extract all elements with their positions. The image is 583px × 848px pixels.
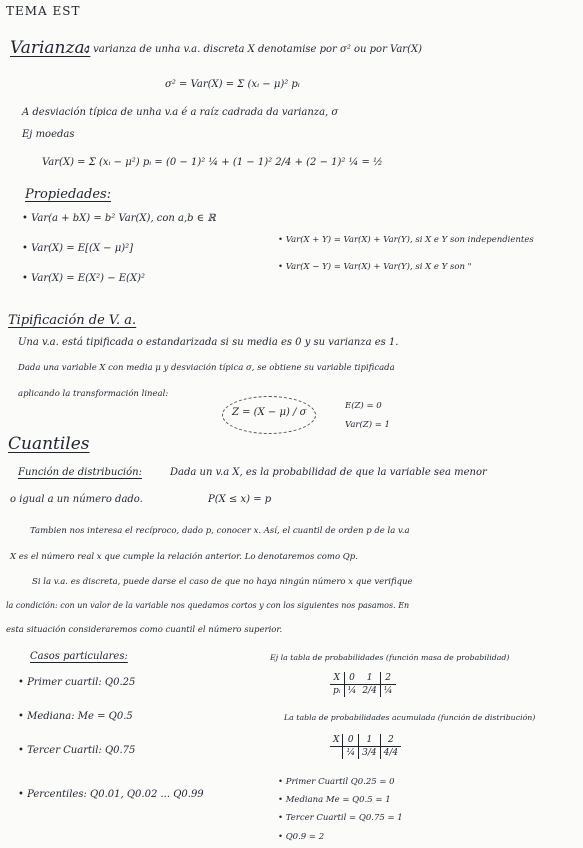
z-formula: Z = (X − μ) / σ [232,407,307,418]
tabla-cell: ¼ [343,747,359,760]
tabla-cell: 2/4 [359,685,380,698]
tipificacion-line: aplicando la transformación lineal: [18,389,169,399]
ejemplo-acumulada: La tabla de probabilidades acumulada (función de distribución) [284,713,536,722]
cuantil-paragraph: X es el número real x que cumple la relación anterior. Lo denotaremos como Qp. [10,552,358,562]
distribucion-text: o igual a un número dado. [10,494,143,505]
cuantiles-heading: Cuantiles [8,434,90,454]
propiedad-item: • Var(X + Y) = Var(X) + Var(Y), si X e Y son independientes [278,236,534,245]
distribucion-formula: P(X ≤ x) = p [208,494,272,505]
caso-item: • Percentiles: Q0.01, Q0.02 ... Q0.99 [18,790,204,800]
resultado-item: • Mediana Me = Q0.5 = 1 [278,796,391,805]
cuantil-paragraph: Tambien nos interesa el recíproco, dado p, conocer x. Así, el cuantil de orden p de la v.a [30,526,410,536]
distribucion-text: Dada un v.a X, es la probabilidad de que la variable sea menor [170,467,487,478]
cuantil-paragraph: Si la v.a. es discreta, puede darse el caso de que no haya ningún número x que verifique [32,577,413,587]
tabla-acumulada [330,734,401,759]
ejemplo-probabilidades: Ej la tabla de probabilidades (función masa de probabilidad) [270,653,510,662]
casos-heading: Casos particulares: [30,651,128,662]
tabla-cell: 2 [380,672,395,685]
tabla-cell: ¼ [347,686,357,696]
caso-item: • Mediana: Me = Q0.5 [18,712,133,722]
ejemplo-label: Ej moedas [22,129,75,140]
page-header-title: TEMA EST [6,4,81,18]
caso-item: • Tercer Cuartil: Q0.75 [18,746,135,756]
tabla-cell: 2 [380,734,401,747]
cuantil-paragraph: la condición: con un valor de la variable nos quedamos cortos y con los siguientes nos pasamos. En [6,601,410,610]
caso-item: • Primer cuartil: Q0.25 [18,678,135,688]
cuantil-paragraph: esta situación consideraremos como cuantil el número superior. [6,625,283,635]
varianza-heading: Varianza: [10,38,91,58]
resultado-item: • Primer Cuartil Q0.25 = 0 [278,778,395,787]
tabla-cell: 1 [359,672,380,685]
tabla-cell: ¼ [383,686,393,696]
propiedad-item: • Var(X) = E(X²) − E(X)² [22,274,145,284]
tabla-cell: X [330,672,344,685]
tabla-probabilidades [330,672,396,697]
resultado-item: • Q0.9 = 2 [278,833,324,842]
tabla-cell [330,747,343,760]
distribucion-heading: Función de distribución: [18,467,142,478]
propiedades-heading: Propiedades: [25,187,112,202]
tabla-cell: 3/4 [359,747,380,760]
ejemplo-formula: Var(X) = Σ (xᵢ − μ²) pᵢ = (0 − 1)² ¼ + (1 − 1)² 2/4 + (2 − 1)² ¼ = ½ [42,157,383,168]
ez-value: E(Z) = 0 [345,401,382,411]
tabla-cell: 4/4 [383,748,399,758]
tabla-cell: X [330,734,343,747]
propiedad-item: • Var(X − Y) = Var(X) + Var(Y), si X e Y son " [278,263,472,272]
tipificacion-line: Dada una variable X con media μ y desviación típica σ, se obtiene su variable tipificada [18,363,395,373]
resultado-item: • Tercer Cuartil = Q0.75 = 1 [278,814,403,823]
tabla-cell: pᵢ [330,685,344,698]
propiedad-item: • Var(a + bX) = b² Var(X), con a,b ∈ ℝ [22,214,216,224]
tabla-cell: 0 [343,734,359,747]
varianza-definition: a varianza de unha v.a. discreta X denotamise por σ² ou por Var(X) [84,44,423,55]
propiedad-item: • Var(X) = E[(X − μ)²] [22,244,133,254]
tipificacion-line: Una v.a. está tipificada o estandarizada si su media es 0 y su varianza es 1. [18,337,399,348]
desviacion-tipica-text: A desviación típica de unha v.a é a raíz cadrada da varianza, σ [22,107,339,118]
tipificacion-heading: Tipificación de V. a. [8,313,137,328]
varianza-formula: σ² = Var(X) = Σ (xᵢ − μ)² pᵢ [165,79,300,90]
tabla-cell: 1 [359,734,380,747]
tabla-cell: 0 [344,672,359,685]
varz-value: Var(Z) = 1 [345,420,390,430]
